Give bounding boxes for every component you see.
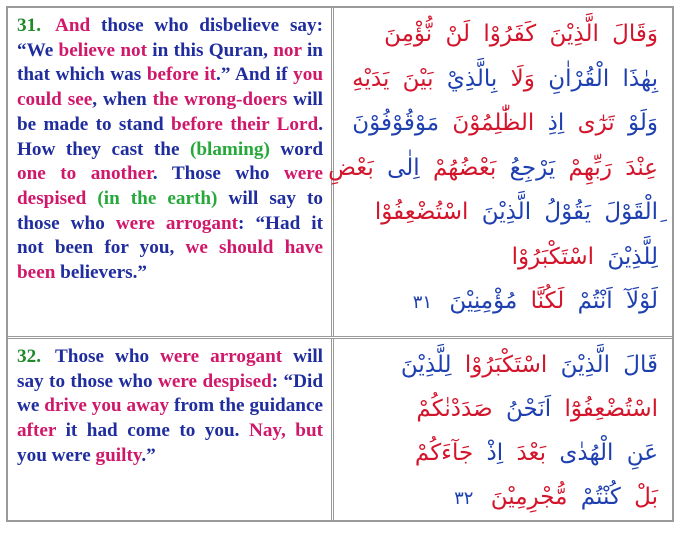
english-segment: before it [146, 64, 217, 86]
arabic-line [348, 431, 658, 475]
arabic-line [348, 279, 658, 324]
arabic-word: بِهٰذَا [622, 65, 658, 92]
arabic-word: مَوْقُوْفُوْنَ [352, 110, 440, 136]
english-segment: . Those who [152, 163, 284, 185]
english-segment [86, 188, 97, 209]
arabic-word: الَّذِيْنَ [481, 199, 532, 225]
arabic-word: بَعْدَ [516, 440, 547, 466]
arabic-word: تَرٰٓى [577, 110, 615, 136]
arabic-word: اسْتَكْبَرُوْا [511, 243, 595, 270]
arabic-word: وَلَا [510, 65, 535, 92]
english-text [17, 15, 323, 283]
arabic-word: بَعْضِ [328, 154, 374, 181]
arabic-word: بَعْضُهُمْ [432, 154, 497, 181]
english-segment: drive you away [44, 395, 170, 417]
english-segment: will say to those who [17, 187, 323, 234]
ayah-number-marker: ٣٢ [454, 488, 474, 509]
arabic-line [348, 12, 658, 57]
arabic-word: بَيْنَ [402, 65, 434, 92]
arabic-word: الْهُدٰى [559, 440, 614, 466]
arabic-line [348, 343, 658, 387]
english-segment: were despised [157, 370, 272, 392]
arabic-word: الَّذِيْنَ [560, 352, 610, 378]
arabic-word: اِذِ [547, 110, 565, 136]
arabic-line [348, 475, 658, 519]
arabic-word: وَقَالَ [612, 21, 658, 47]
english-segment: believers.” [55, 262, 148, 284]
arabic-word: الظّٰلِمُوْنَ [452, 110, 535, 136]
english-segment: (blaming) [189, 138, 270, 160]
english-segment: nor [273, 39, 302, 61]
english-segment: in this Quran, [146, 39, 274, 61]
arabic-word: اَنْتُمْ [577, 288, 613, 314]
arabic-word: يَدَيْهِ [352, 65, 390, 92]
arabic-word: اَنَحْنُ [505, 396, 552, 422]
arabic-word: اسْتُضْعِفُوْا [374, 199, 469, 225]
english-segment: you were [17, 444, 96, 466]
english-segment: from the guidance [169, 395, 324, 417]
english-segment: you could see [17, 64, 323, 111]
english-segment: Those who [54, 346, 161, 367]
english-translation-31 [8, 8, 334, 336]
arabic-word: عَنِ [626, 440, 658, 466]
arabic-word: الَّذِيْنَ [549, 21, 599, 47]
english-segment: before their Lord [171, 113, 319, 135]
ayah-number-marker: ٣١ [412, 292, 433, 313]
english-segment: : “Did we [17, 370, 323, 417]
english-segment: in that which was [17, 39, 323, 86]
arabic-line [328, 146, 658, 191]
english-segment: .” [141, 444, 156, 466]
english-segment: those who disbelieve say: “We [17, 15, 323, 61]
arabic-word: قَالَ [623, 352, 658, 378]
english-text [17, 346, 323, 466]
arabic-word: صَدَدْنٰكُمْ [416, 396, 493, 422]
arabic-word: اِذْ [486, 440, 504, 466]
arabic-word: اسْتَكْبَرُوْا [464, 352, 548, 378]
arabic-word: لَنْ [445, 21, 471, 47]
english-translation-32 [8, 339, 334, 520]
arabic-word: ِالْقَوْلَ [604, 199, 658, 225]
arabic-word: مُّجْرِمِيْنَ [490, 484, 568, 510]
arabic-word: جَآءَكُمْ [414, 440, 474, 466]
arabic-word: لَوْلَآ [625, 288, 658, 314]
verse-number: 31. [17, 15, 41, 36]
verse-row-31 [8, 8, 672, 339]
arabic-line [348, 101, 658, 146]
arabic-word: عِنْدَ [625, 154, 658, 181]
english-segment: word [269, 138, 324, 160]
verse-number: 32. [17, 346, 41, 367]
english-segment: it had come to you. [56, 420, 249, 442]
arabic-word: بَلْ [634, 484, 658, 510]
arabic-text-31 [328, 8, 672, 336]
arabic-word: وَلَوْ [628, 110, 658, 136]
arabic-line [348, 235, 658, 280]
english-segment: . How they cast the [17, 113, 323, 160]
arabic-word: يَقُوْلُ [544, 199, 592, 225]
arabic-line [348, 57, 658, 102]
english-segment: were despised [17, 163, 323, 209]
english-segment: will be made to stand [17, 89, 323, 135]
english-segment: .” And if [216, 64, 294, 86]
arabic-word: اسْتُضْعِفُوْٓا [564, 396, 658, 422]
arabic-text-32 [338, 339, 672, 520]
arabic-word: كَفَرُوْا [483, 21, 537, 47]
english-segment: were arrogant [115, 212, 239, 234]
arabic-word: مُؤْمِنِيْنَ [449, 288, 518, 314]
arabic-word: الْقُرْاٰنِ [548, 65, 610, 92]
arabic-word: لَكُنَّا [530, 288, 565, 314]
english-segment: (in the earth) [97, 187, 218, 209]
english-segment: after [17, 420, 57, 442]
arabic-word: نُّؤْمِنَ [384, 21, 433, 47]
english-segment: were arrogant [160, 346, 283, 367]
english-segment: : “Had it not been for you, [17, 212, 323, 259]
arabic-word: يَرْجِعُ [509, 154, 556, 181]
arabic-word: رَبِّهِمْ [568, 154, 612, 181]
english-segment: believe not [58, 39, 147, 61]
arabic-line [348, 190, 658, 235]
english-segment: And [54, 15, 91, 36]
verse-row-32 [8, 339, 672, 520]
english-segment: one to another [17, 163, 153, 185]
english-segment: Nay, but [248, 420, 324, 442]
arabic-word: بِالَّذِيْ [446, 65, 498, 92]
verse-table [6, 6, 674, 522]
arabic-word: لِلَّذِيْنَ [607, 243, 658, 270]
arabic-line [348, 387, 658, 431]
arabic-word: اِلٰى [387, 154, 420, 181]
english-segment: will say to those who [17, 346, 324, 392]
english-segment: guilty [95, 444, 142, 466]
english-segment: the wrong-doers [152, 89, 288, 111]
english-segment: we should have been [17, 237, 324, 284]
english-segment: , when [92, 89, 153, 111]
arabic-word: لِلَّذِيْنَ [400, 352, 452, 378]
arabic-word: كُنْتُمْ [580, 484, 621, 510]
